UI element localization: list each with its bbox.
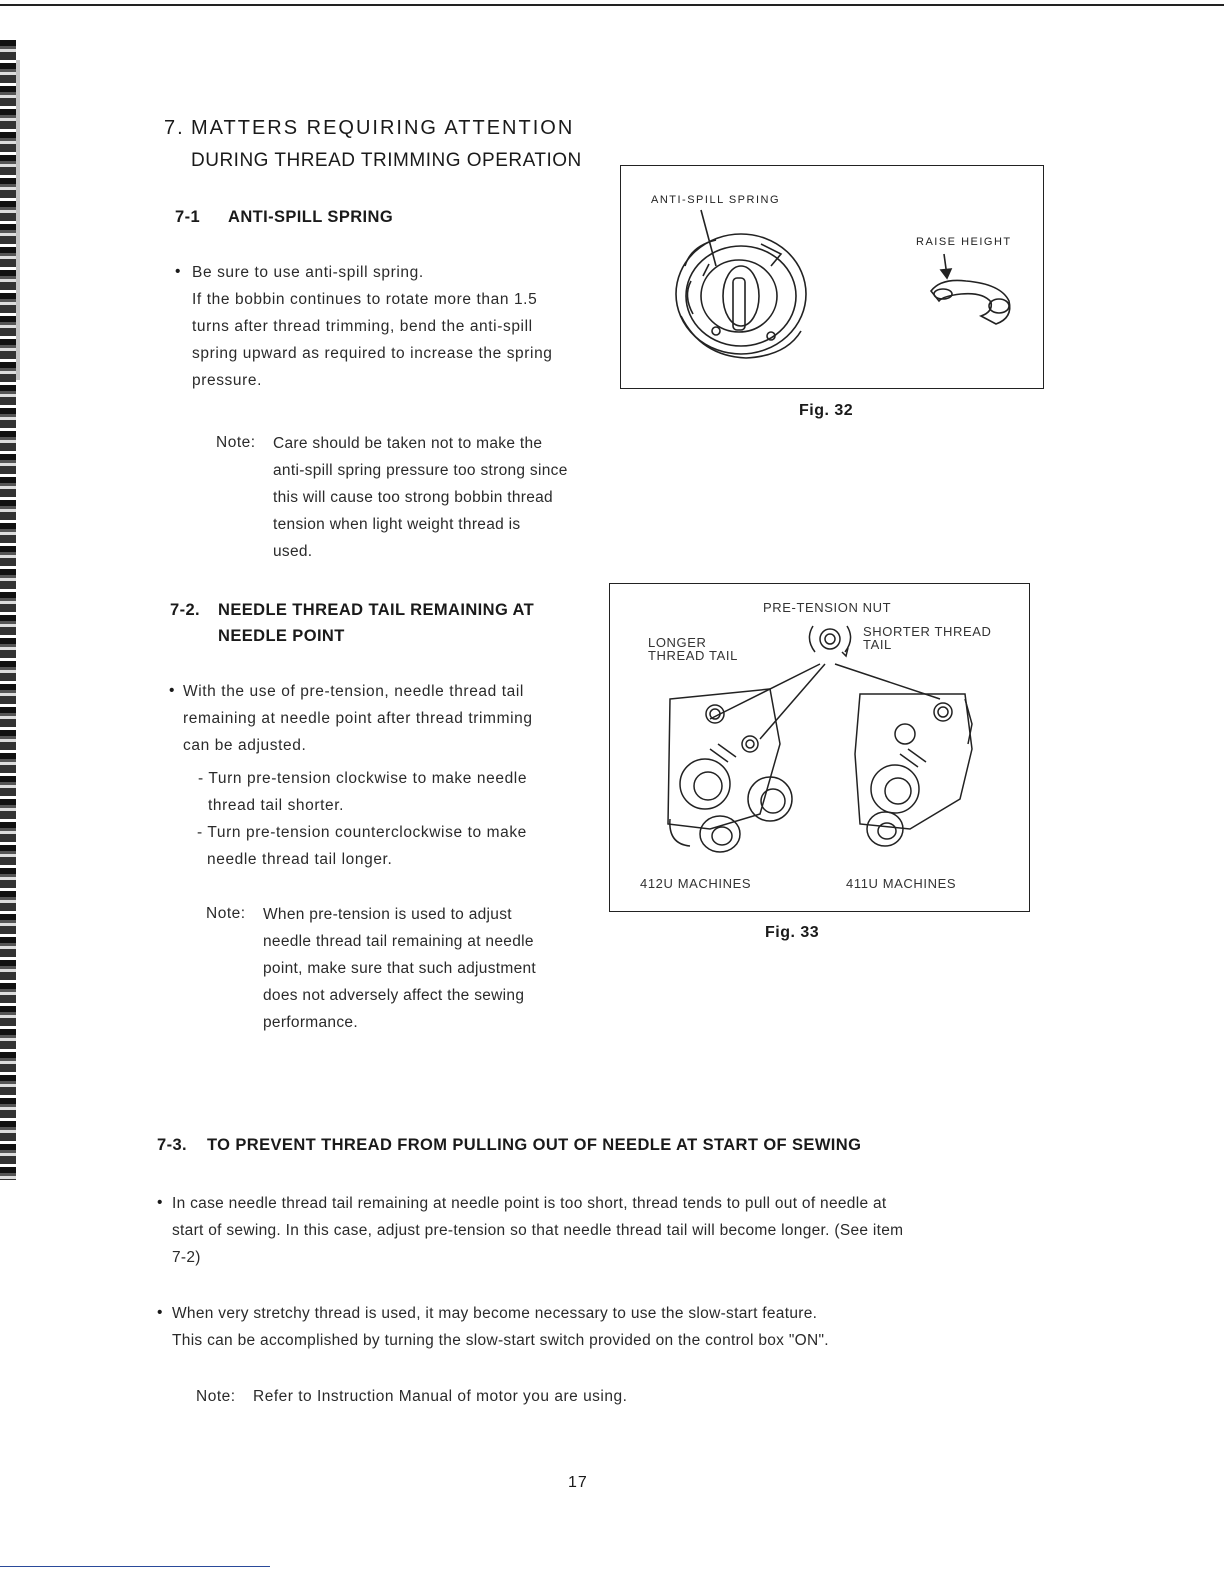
note-label: Note: xyxy=(206,905,246,922)
text-line: In case needle thread tail remaining at needle point is too short, thread tends to pull out of needle at xyxy=(172,1195,887,1212)
label-412u-machines: 412U MACHINES xyxy=(640,876,752,891)
paragraph xyxy=(172,1300,1052,1354)
paragraph xyxy=(183,678,608,759)
page-number: 17 xyxy=(568,1474,588,1491)
pre-tension-illustration xyxy=(610,584,1028,910)
figure-33-frame xyxy=(609,583,1030,912)
text-line: If the bobbin continues to rotate more than 1.5 xyxy=(192,291,538,308)
text-line: needle thread tail longer. xyxy=(207,851,393,868)
top-border xyxy=(0,4,1224,6)
text-line: TAIL xyxy=(863,637,892,652)
text-line: needle thread tail remaining at needle xyxy=(263,933,534,950)
text-line: thread tail shorter. xyxy=(208,797,345,814)
bobbin-case-illustration xyxy=(621,166,1042,387)
text-line: pressure. xyxy=(192,372,263,389)
subsection-number: 7-3. xyxy=(157,1136,188,1154)
text-line: - Turn pre-tension counterclockwise to make xyxy=(197,824,527,841)
subsection-title: TO PREVENT THREAD FROM PULLING OUT OF NEEDLE AT START OF SEWING xyxy=(207,1136,862,1154)
bullet: • xyxy=(157,1304,163,1321)
text-line: can be adjusted. xyxy=(183,737,307,754)
subsection-title: ANTI-SPILL SPRING xyxy=(228,208,394,226)
subsection-number: 7-1 xyxy=(175,208,201,226)
paragraph xyxy=(192,259,622,394)
text-line: remaining at needle point after thread trimming xyxy=(183,710,533,727)
text-line: Be sure to use anti-spill spring. xyxy=(192,264,424,281)
text-line: Care should be taken not to make the xyxy=(273,435,543,452)
text-line: start of sewing. In this case, adjust pre-tension so that needle thread tail will become longer. (See item xyxy=(172,1222,904,1239)
text-line: When very stretchy thread is used, it may become necessary to use the slow-start feature. xyxy=(172,1305,818,1322)
note-label: Note: xyxy=(196,1388,236,1405)
text-line: With the use of pre-tension, needle thread tail xyxy=(183,683,524,700)
scan-edge xyxy=(0,40,16,1180)
label-411u-machines: 411U MACHINES xyxy=(846,876,957,891)
text-line: used. xyxy=(273,543,313,560)
instruction-clockwise xyxy=(198,765,608,819)
text-line: LONGER xyxy=(648,635,707,650)
text-line: - Turn pre-tension clockwise to make needle xyxy=(198,770,528,787)
text-line: performance. xyxy=(263,1014,358,1031)
text-line: spring upward as required to increase the spring xyxy=(192,345,553,362)
text-line: SHORTER THREAD xyxy=(863,624,992,639)
section-title-line2: DURING THREAD TRIMMING OPERATION xyxy=(191,150,582,171)
text-line: This can be accomplished by turning the slow-start switch provided on the control box "ON". xyxy=(172,1332,829,1349)
note-text xyxy=(263,901,603,1036)
bullet: • xyxy=(157,1194,163,1211)
figure-32-caption: Fig. 32 xyxy=(799,402,854,419)
note-label: Note: xyxy=(216,434,256,451)
label-anti-spill-spring: ANTI-SPILL SPRING xyxy=(651,194,781,206)
scan-edge-shadow xyxy=(16,60,20,380)
text-line: anti-spill spring pressure too strong since xyxy=(273,462,568,479)
label-raise-height: RAISE HEIGHT xyxy=(916,236,1012,248)
text-line: this will cause too strong bobbin thread xyxy=(273,489,553,506)
bullet: • xyxy=(169,682,175,699)
text-line: turns after thread trimming, bend the anti-spill xyxy=(192,318,533,335)
paragraph xyxy=(172,1190,1052,1271)
subsection-title-line2: NEEDLE POINT xyxy=(218,627,345,645)
text-line: 7-2) xyxy=(172,1249,201,1266)
text-line: does not adversely affect the sewing xyxy=(263,987,525,1004)
instruction-counterclockwise xyxy=(197,819,607,873)
text-line: When pre-tension is used to adjust xyxy=(263,906,512,923)
text-line: point, make sure that such adjustment xyxy=(263,960,537,977)
bullet: • xyxy=(175,263,181,280)
text-line: THREAD TAIL xyxy=(648,648,738,663)
section-number: 7. xyxy=(164,117,185,139)
subsection-number: 7-2. xyxy=(170,601,201,619)
bottom-rule xyxy=(0,1566,270,1567)
section-title-line1: MATTERS REQUIRING ATTENTION xyxy=(191,117,575,139)
note-text: Refer to Instruction Manual of motor you are using. xyxy=(253,1388,628,1405)
note-text xyxy=(273,430,618,565)
subsection-title-line1: NEEDLE THREAD TAIL REMAINING AT xyxy=(218,601,535,619)
text-line: tension when light weight thread is xyxy=(273,516,521,533)
figure-32-frame xyxy=(620,165,1044,389)
label-pre-tension-nut: PRE-TENSION NUT xyxy=(763,600,892,615)
figure-33-caption: Fig. 33 xyxy=(765,924,820,941)
